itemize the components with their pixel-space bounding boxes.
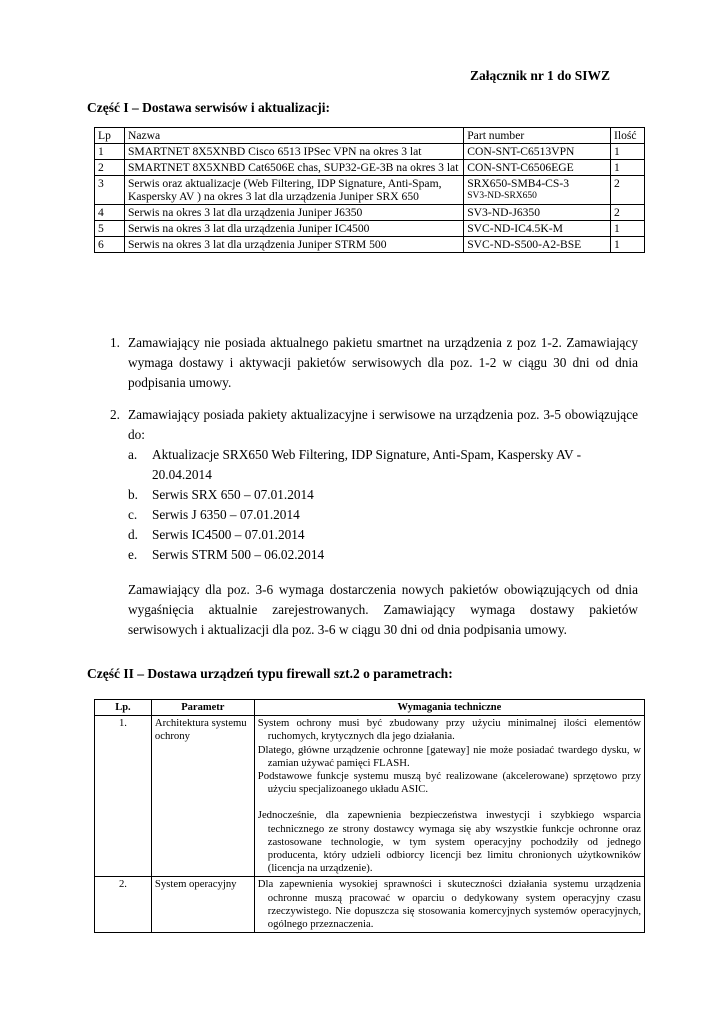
table-row bbox=[95, 237, 645, 253]
cell-lp: 5 bbox=[95, 221, 125, 237]
cell-lp: 1. bbox=[95, 716, 152, 877]
header-param: Parametr bbox=[151, 700, 254, 716]
item-1-number: 1. bbox=[110, 335, 120, 350]
cell-name: SMARTNET 8X5XNBD Cat6506E chas, SUP32-GE-3B na okres 3 lat bbox=[124, 160, 463, 176]
sub-item-text: Serwis SRX 650 – 07.01.2014 bbox=[152, 487, 314, 502]
item-2-text: Zamawiający posiada pakiety aktualizacyjne i serwisowe na urządzenia poz. 3-5 obowiązujące do: bbox=[128, 407, 638, 442]
cell-name: Serwis na okres 3 lat dla urządzenia Juniper STRM 500 bbox=[124, 237, 463, 253]
table-header-row bbox=[95, 700, 645, 716]
sub-item-text: Serwis IC4500 – 07.01.2014 bbox=[152, 527, 305, 542]
cell-part-number: SVC-ND-S500-A2-BSE bbox=[464, 237, 611, 253]
cell-param: System operacyjny bbox=[151, 877, 254, 933]
cell-param: Architektura systemu ochrony bbox=[151, 716, 254, 877]
header-requirements: Wymagania techniczne bbox=[254, 700, 644, 716]
requirements-table bbox=[94, 699, 645, 933]
cell-lp: 3 bbox=[95, 176, 125, 205]
cell-part-number: SV3-ND-J6350 bbox=[464, 205, 611, 221]
cell-qty: 1 bbox=[611, 160, 645, 176]
sub-item-letter: a. bbox=[128, 447, 138, 462]
cell-qty: 1 bbox=[611, 221, 645, 237]
attachment-header: Załącznik nr 1 do SIWZ bbox=[470, 68, 611, 83]
item-1-text: Zamawiający nie posiada aktualnego pakietu smartnet na urządzenia z poz 1-2. Zamawiający wymaga dostawy i aktywacji pakietów serwisowych dla poz. 1-2 w ciągu 30 dni od dnia podpisania umowy. bbox=[128, 335, 638, 390]
cell-qty: 2 bbox=[611, 205, 645, 221]
cell-part-number: SVC-ND-IC4.5K-M bbox=[464, 221, 611, 237]
requirement-paragraph: Dlatego, główne urządzenie ochronne [gateway] nie może posiadać twardego dysku, w zamian używać pamięci FLASH. bbox=[257, 743, 641, 769]
cell-lp: 2 bbox=[95, 160, 125, 176]
cell-qty: 2 bbox=[611, 176, 645, 205]
cell-requirements bbox=[254, 716, 644, 877]
cell-qty: 1 bbox=[611, 144, 645, 160]
cell-name: Serwis na okres 3 lat dla urządzenia Juniper J6350 bbox=[124, 205, 463, 221]
sub-item-text: Serwis STRM 500 – 06.02.2014 bbox=[152, 547, 325, 562]
header-lp: Lp bbox=[95, 128, 125, 144]
header-lp: Lp. bbox=[95, 700, 152, 716]
table-row bbox=[95, 205, 645, 221]
sub-item-letter: e. bbox=[128, 547, 138, 562]
part2-title: Część II – Dostawa urządzeń typu firewall szt.2 o parametrach: bbox=[87, 666, 453, 681]
item-2-number: 2. bbox=[110, 407, 120, 422]
requirement-paragraph: Podstawowe funkcje systemu muszą być realizowane (akcelerowane) sprzętowo przy użyciu specjalizoanego układu ASIC. bbox=[257, 770, 641, 796]
cell-part-number: CON-SNT-C6506EGE bbox=[464, 160, 611, 176]
part1-title: Część I – Dostawa serwisów i aktualizacji: bbox=[87, 100, 330, 115]
table-header-row bbox=[95, 128, 645, 144]
cell-name: SMARTNET 8X5XNBD Cisco 6513 IPSec VPN na okres 3 lat bbox=[124, 144, 463, 160]
sub-item-text: Serwis J 6350 – 07.01.2014 bbox=[152, 507, 300, 522]
table-row bbox=[95, 221, 645, 237]
requirement-paragraph: Dla zapewnienia wysokiej sprawności i skuteczności działania systemu urządzenia ochronne muszą pracować w oparciu o dedykowany system operacyjny czasu rzeczywistego. Nie dopuszcza się stosowania komercyjnych systemów operacyjnych, ogólnego przeznaczenia. bbox=[257, 878, 641, 931]
cell-lp: 4 bbox=[95, 205, 125, 221]
sub-item-letter: b. bbox=[128, 487, 138, 502]
requirement-paragraph: System ochrony musi być zbudowany przy użyciu minimalnej ilości elementów ruchomych, krytycznych dla jego działania. bbox=[257, 717, 641, 743]
sub-item-text-continued: 20.04.2014 bbox=[152, 467, 212, 482]
cell-name: Serwis oraz aktualizacje (Web Filtering, IDP Signature, Anti-Spam, Kaspersky AV ) na okres 3 lat dla urządzenia Juniper SRX 650 bbox=[124, 176, 463, 205]
cell-lp: 6 bbox=[95, 237, 125, 253]
part-number-secondary: SV3-ND-SRX650 bbox=[467, 191, 537, 201]
part-number-primary: SRX650-SMB4-CS-3 bbox=[467, 177, 570, 190]
cell-name: Serwis na okres 3 lat dla urządzenia Juniper IC4500 bbox=[124, 221, 463, 237]
cell-lp: 1 bbox=[95, 144, 125, 160]
cell-requirements bbox=[254, 877, 644, 933]
sub-item-letter: c. bbox=[128, 507, 138, 522]
header-name: Nazwa bbox=[124, 128, 463, 144]
cell-part-number: CON-SNT-C6513VPN bbox=[464, 144, 611, 160]
cell-lp: 2. bbox=[95, 877, 152, 933]
table-row bbox=[95, 144, 645, 160]
table-row bbox=[95, 716, 645, 877]
sub-item-letter: d. bbox=[128, 527, 138, 542]
table-row bbox=[95, 160, 645, 176]
item-2-closing: Zamawiający dla poz. 3-6 wymaga dostarczenia nowych pakietów obowiązujących od dnia wygaśnięcia aktualnie zarejestrowanych. Zamawiający wymaga dostawy pakietów serwisowych i aktualizacji dla poz. 3-6 w ciągu 30 dni od dnia podpisania umowy. bbox=[128, 582, 638, 637]
header-part-number: Part number bbox=[464, 128, 611, 144]
services-table bbox=[94, 127, 645, 253]
table-row bbox=[95, 877, 645, 933]
cell-qty: 1 bbox=[611, 237, 645, 253]
requirement-paragraph: Jednocześnie, dla zapewnienia bezpieczeństwa inwestycji i szybkiego wsparcia technicznego ze strony dostawcy wymaga się aby wszystkie funkcje ochronne oraz zastosowane technologie, w tym system operacyjny pochodziły od jednego producenta, który udzieli odbiorcy licencji bez limitu chronionych użytkowników (licencja na urządzenie). bbox=[257, 809, 641, 875]
table-row bbox=[95, 176, 645, 205]
header-qty: Ilość bbox=[611, 128, 645, 144]
sub-item-text: Aktualizacje SRX650 Web Filtering, IDP Signature, Anti-Spam, Kaspersky AV - bbox=[152, 447, 582, 462]
cell-part-number bbox=[464, 176, 611, 205]
